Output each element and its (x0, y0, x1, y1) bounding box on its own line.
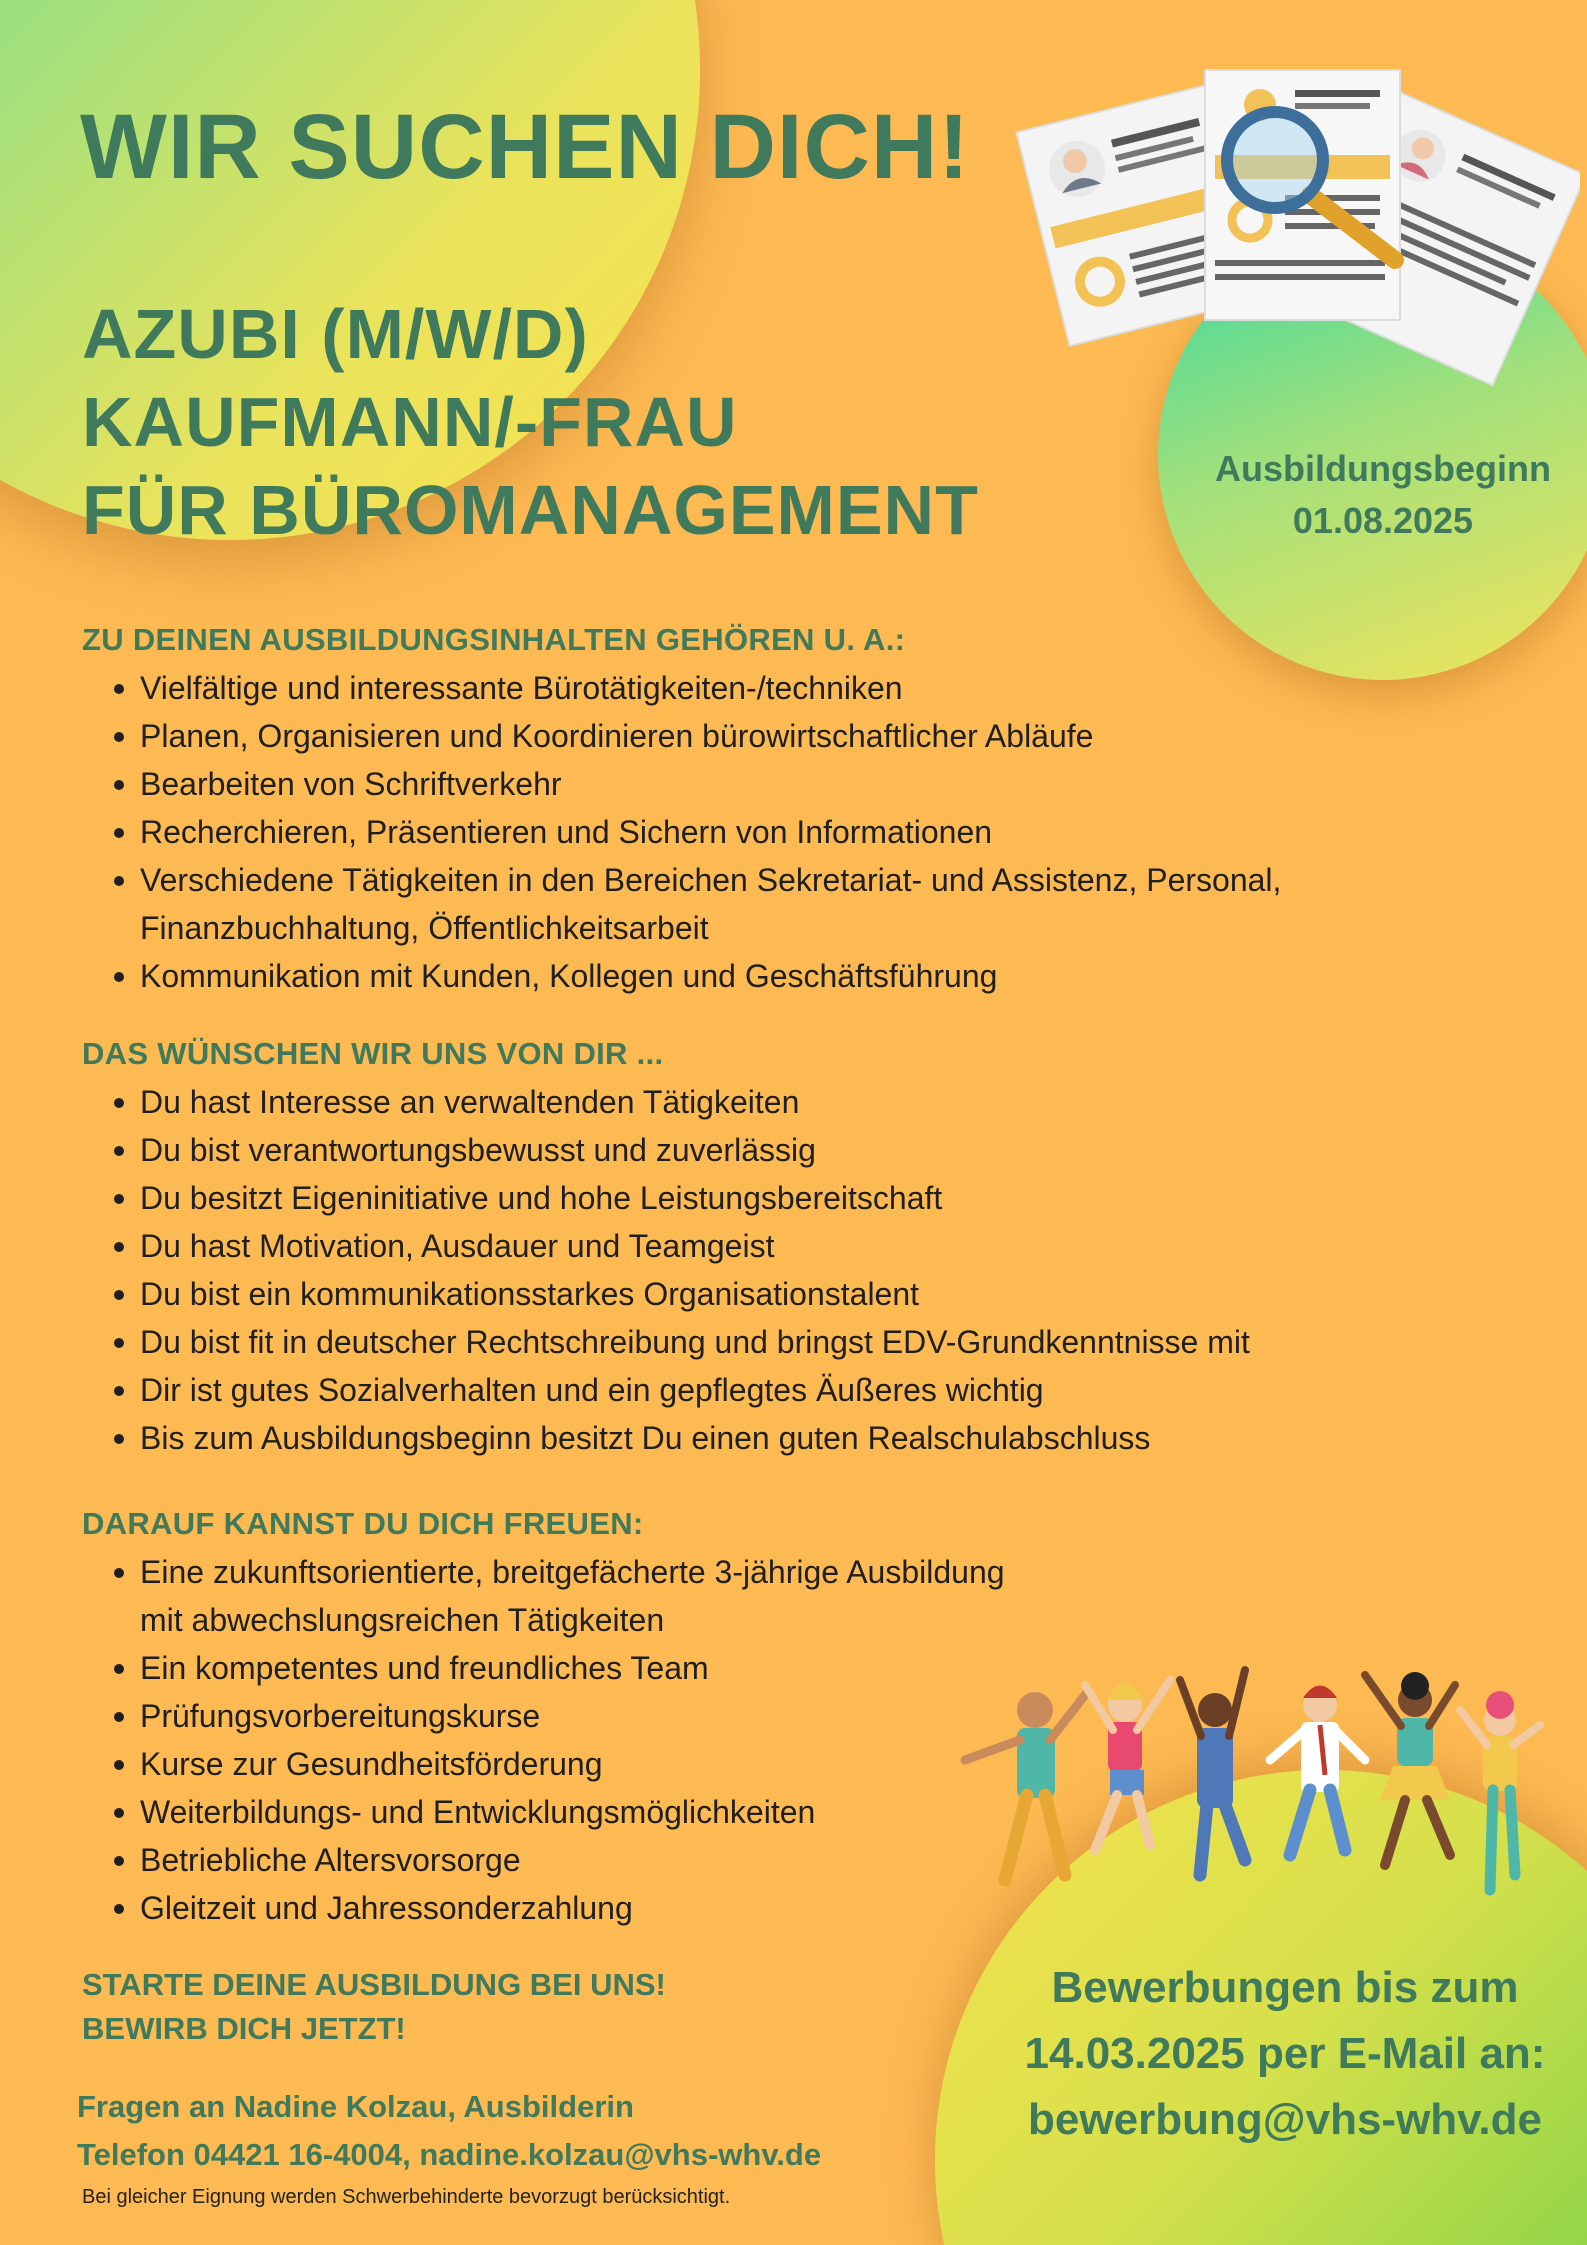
apply-line-2: 14.03.2025 per E-Mail an: (1024, 2029, 1546, 2078)
call-to-action (82, 1963, 666, 2051)
list-item (82, 1548, 1482, 1644)
list-item (82, 856, 1482, 952)
wishes-heading: DAS WÜNSCHEN WIR UNS VON DIR ... (82, 1036, 664, 1071)
job-title (82, 290, 979, 554)
list-item-line: Eine zukunftsorientierte, breitgefächerte 3-jährige Ausbildung (140, 1554, 1005, 1590)
wishes-list (82, 1078, 1482, 1462)
apply-line-1: Bewerbungen bis zum (1051, 1963, 1519, 2012)
contact-info (77, 2083, 821, 2179)
list-item: Du bist verantwortungsbewusst und zuverlässig (82, 1126, 1482, 1174)
wishes-section (82, 1030, 1482, 1462)
list-item: Prüfungsvorbereitungskurse (82, 1692, 1482, 1740)
list-item: Betriebliche Altersvorsorge (82, 1836, 1482, 1884)
list-item: Du hast Interesse an verwaltenden Tätigkeiten (82, 1078, 1482, 1126)
cta-line-2: BEWIRB DICH JETZT! (82, 2011, 406, 2046)
list-item: Bis zum Ausbildungsbeginn besitzt Du einen guten Realschulabschluss (82, 1414, 1482, 1462)
cta-line-1: STARTE DEINE AUSBILDUNG BEI UNS! (82, 1967, 666, 2002)
list-item: Bearbeiten von Schriftverkehr (82, 760, 1482, 808)
application-deadline (975, 1955, 1587, 2153)
contact-person: Fragen an Nadine Kolzau, Ausbilderin (77, 2089, 634, 2124)
disclaimer: Bei gleicher Eignung werden Schwerbehinderte bevorzugt berücksichtigt. (82, 2186, 731, 2208)
training-start-label: Ausbildungsbeginn (1215, 448, 1551, 489)
list-item-line: Verschiedene Tätigkeiten in den Bereichen Sekretariat- und Assistenz, Personal, (140, 862, 1282, 898)
list-item: Du bist ein kommunikationsstarkes Organisationstalent (82, 1270, 1482, 1318)
list-item: Planen, Organisieren und Koordinieren bürowirtschaftlicher Abläufe (82, 712, 1482, 760)
list-item: Ein kompetentes und freundliches Team (82, 1644, 1482, 1692)
job-title-line-1: AZUBI (M/W/D) (82, 295, 589, 373)
benefits-heading: DARAUF KANNST DU DICH FREUEN: (82, 1506, 644, 1541)
headline: WIR SUCHEN DICH! (80, 96, 970, 198)
training-content-heading: ZU DEINEN AUSBILDUNGSINHALTEN GEHÖREN U. A.: (82, 622, 906, 657)
list-item: Du hast Motivation, Ausdauer und Teamgeist (82, 1222, 1482, 1270)
benefits-list (82, 1548, 1482, 1932)
list-item: Du besitzt Eigeninitiative und hohe Leistungsbereitschaft (82, 1174, 1482, 1222)
resume-documents-illustration (1010, 45, 1580, 425)
list-item: Kommunikation mit Kunden, Kollegen und Geschäftsführung (82, 952, 1482, 1000)
list-item: Weiterbildungs- und Entwicklungsmöglichkeiten (82, 1788, 1482, 1836)
list-item-line: mit abwechslungsreichen Tätigkeiten (140, 1602, 665, 1638)
benefits-section (82, 1500, 1482, 1932)
job-title-line-3: FÜR BÜROMANAGEMENT (82, 471, 979, 549)
list-item-line: Finanzbuchhaltung, Öffentlichkeitsarbeit (140, 910, 709, 946)
list-item: Recherchieren, Präsentieren und Sichern von Informationen (82, 808, 1482, 856)
list-item: Du bist fit in deutscher Rechtschreibung und bringst EDV-Grundkenntnisse mit (82, 1318, 1482, 1366)
training-start-badge (1158, 443, 1587, 547)
list-item: Gleitzeit und Jahressonderzahlung (82, 1884, 1482, 1932)
training-content-section (82, 616, 1482, 1000)
list-item: Kurse zur Gesundheitsförderung (82, 1740, 1482, 1788)
list-item: Dir ist gutes Sozialverhalten und ein gepflegtes Äußeres wichtig (82, 1366, 1482, 1414)
contact-phone-email[interactable]: Telefon 04421 16-4004, nadine.kolzau@vhs-whv.de (77, 2137, 822, 2172)
job-title-line-2: KAUFMANN/-FRAU (82, 383, 738, 461)
training-start-date: 01.08.2025 (1292, 500, 1474, 541)
apply-email[interactable]: bewerbung@vhs-whv.de (1028, 2095, 1542, 2144)
training-content-list (82, 664, 1482, 1000)
list-item: Vielfältige und interessante Bürotätigkeiten-/techniken (82, 664, 1482, 712)
